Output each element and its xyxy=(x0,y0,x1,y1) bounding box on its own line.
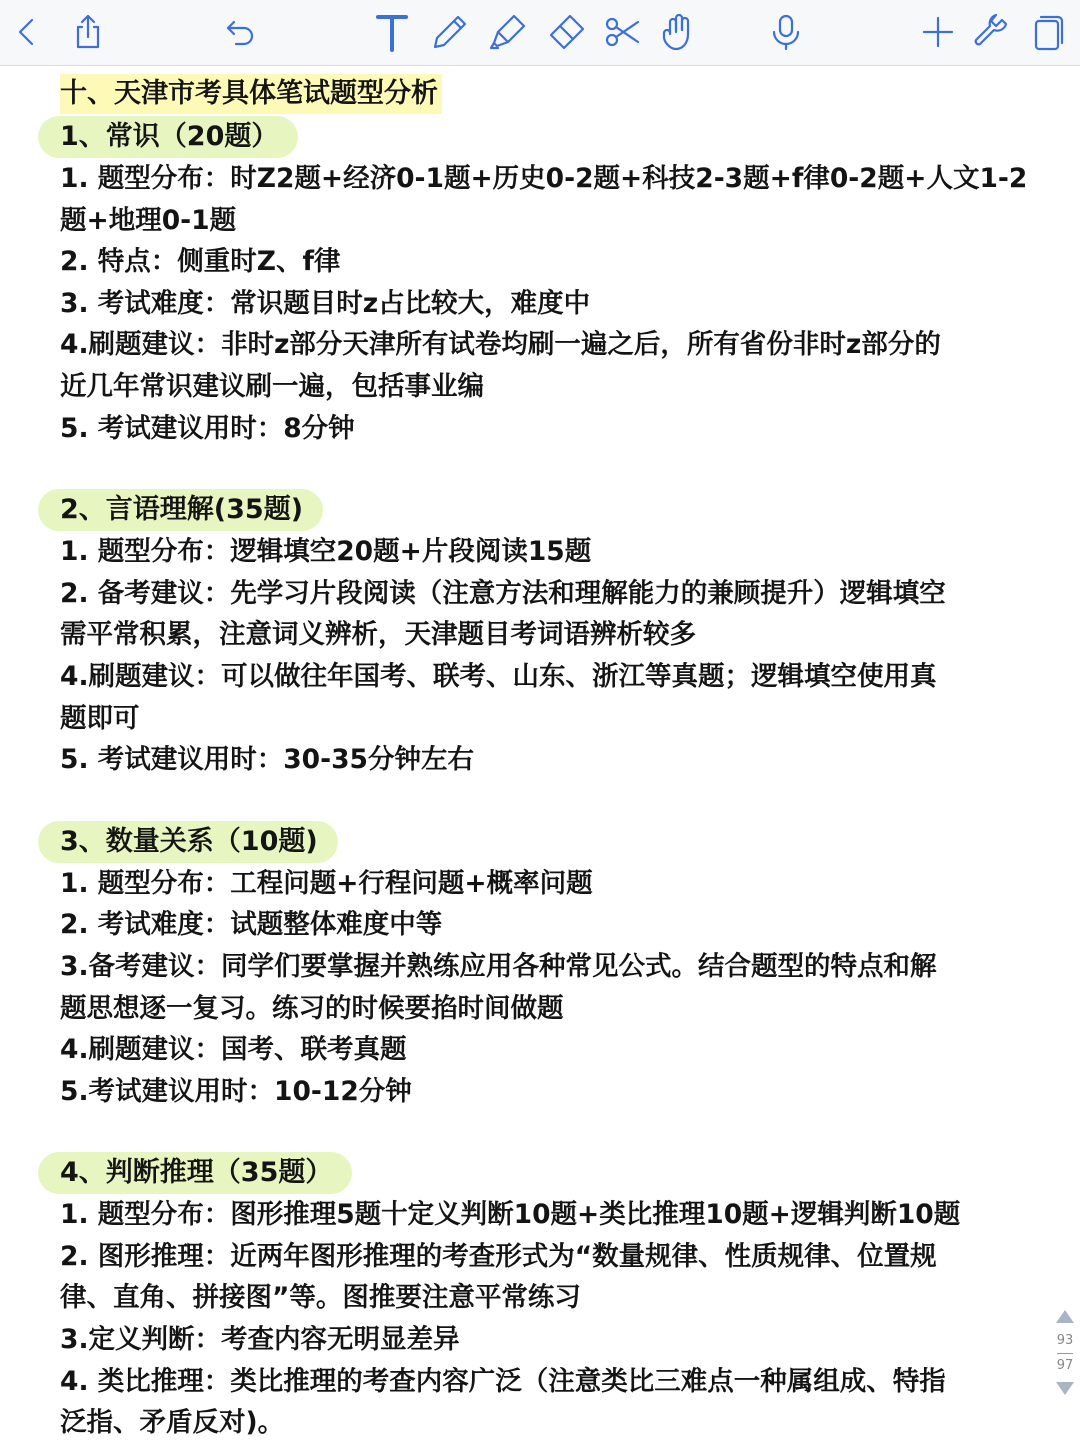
body-line: 3.定义判断：考查内容无明显差异 xyxy=(60,1324,460,1356)
body-line: 题+地理0-1题 xyxy=(60,204,237,236)
body-line: 1. 题型分布：工程问题+行程问题+概率问题 xyxy=(60,867,593,899)
eraser-icon[interactable] xyxy=(542,8,590,56)
body-line: 题思想逐一复习。练习的时候要掐时间做题 xyxy=(60,992,564,1024)
note-content xyxy=(60,74,1045,1444)
body-line: 泛指、矛盾反对)。 xyxy=(60,1407,285,1439)
body-line: 2. 备考建议：先学习片段阅读（注意方法和理解能力的兼顾提升）逻辑填空 xyxy=(60,577,946,609)
body-line: 近几年常识建议刷一遍，包括事业编 xyxy=(60,370,484,402)
body-line: 5. 考试建议用时：30-35分钟左右 xyxy=(60,744,474,776)
page-navigator xyxy=(1050,1310,1080,1410)
pen-icon[interactable] xyxy=(426,8,474,56)
body-line: 题即可 xyxy=(60,702,140,734)
body-line: 4.刷题建议：国考、联考真题 xyxy=(60,1034,407,1066)
microphone-icon[interactable] xyxy=(762,8,810,56)
wrench-icon[interactable] xyxy=(968,8,1016,56)
section-heading: 3、数量关系（10题) xyxy=(60,821,318,863)
body-line: 4.刷题建议：可以做往年国考、联考、山东、浙江等真题；逻辑填空使用真 xyxy=(60,660,937,692)
body-line: 2. 图形推理：近两年图形推理的考查形式为“数量规律、性质规律、位置规 xyxy=(60,1240,937,1272)
body-line: 律、直角、拼接图”等。图推要注意平常练习 xyxy=(60,1282,581,1314)
body-line: 3. 考试难度：常识题目时z占比较大，难度中 xyxy=(60,287,591,319)
page-title: 十、天津市考具体笔试题型分析 xyxy=(60,74,442,114)
section-heading-row xyxy=(60,1152,1045,1194)
current-page-number: 93 xyxy=(1056,1333,1074,1348)
body-line: 4. 类比推理：类比推理的考查内容广泛（注意类比三难点一种属组成、特指 xyxy=(60,1365,946,1397)
body-line: 5.考试建议用时：10-12分钟 xyxy=(60,1075,412,1107)
section-heading-row xyxy=(60,489,1045,531)
spacer xyxy=(60,1112,1045,1152)
body-line: 3.备考建议：同学们要掌握并熟练应用各种常见公式。结合题型的特点和解 xyxy=(60,950,937,982)
body-line: 1. 题型分布：图形推理5题十定义判断10题+类比推理10题+逻辑判断10题 xyxy=(60,1199,961,1231)
add-icon[interactable] xyxy=(914,8,962,56)
title-row xyxy=(60,74,1045,116)
body-line: 1. 题型分布：逻辑填空20题+片段阅读15题 xyxy=(60,536,592,568)
body-line: 2. 特点：侧重时Z、f律 xyxy=(60,246,341,278)
highlighter-icon[interactable] xyxy=(484,8,532,56)
page-divider xyxy=(1057,1353,1073,1354)
page-down-icon[interactable] xyxy=(1056,1382,1074,1395)
body-line: 5. 考试建议用时：8分钟 xyxy=(60,412,355,444)
back-chevron-icon[interactable] xyxy=(2,8,50,56)
body-line: 1. 题型分布：时Z2题+经济0-1题+历史0-2题+科技2-3题+f律0-2题+人文1-2 xyxy=(60,163,1028,194)
section-heading: 2、言语理解(35题) xyxy=(60,489,303,531)
total-page-count: 97 xyxy=(1056,1358,1074,1373)
hand-icon[interactable] xyxy=(654,8,702,56)
toolbar xyxy=(0,0,1080,66)
scissors-icon[interactable] xyxy=(598,8,646,56)
section-heading-row xyxy=(60,116,1045,158)
spacer xyxy=(60,449,1045,489)
section-heading: 4、判断推理（35题） xyxy=(60,1152,332,1194)
undo-icon[interactable] xyxy=(216,8,264,56)
body-line: 4.刷题建议：非时z部分天津所有试卷均刷一遍之后，所有省份非时z部分的 xyxy=(60,329,941,361)
pages-icon[interactable] xyxy=(1024,8,1072,56)
body-line: 2. 考试难度：试题整体难度中等 xyxy=(60,909,443,941)
text-tool-icon[interactable] xyxy=(368,8,416,56)
section-heading: 1、常识（20题） xyxy=(60,116,278,158)
body-line: 需平常积累，注意词义辨析，天津题目考词语辨析较多 xyxy=(60,619,696,651)
spacer xyxy=(60,781,1045,821)
section-heading-row xyxy=(60,821,1045,863)
page-up-icon[interactable] xyxy=(1056,1310,1074,1323)
share-icon[interactable] xyxy=(64,8,112,56)
